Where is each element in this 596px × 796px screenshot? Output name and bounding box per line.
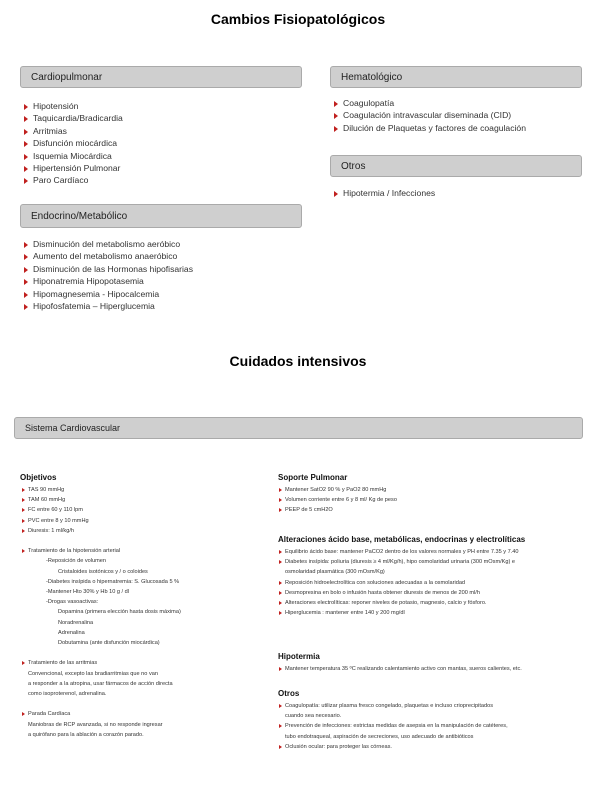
list-item: a responder a la atropina, usar fármacos de acción directa xyxy=(28,680,173,687)
list-item: Tratamiento de las arritmias xyxy=(22,658,181,668)
alteraciones-title: Alteraciones ácido base, metabólicas, endocrinas y electrolíticas xyxy=(278,535,526,544)
list-item: Hiponatremia Hipopotasemia xyxy=(24,275,193,287)
page-title: Cambios Fisiopatológicos xyxy=(210,11,386,27)
list-item: PVC entre 8 y 10 mmHg xyxy=(22,516,181,526)
list-item xyxy=(22,699,181,709)
list-item: -Mantener Hto 30% y Hb 10 g / dl xyxy=(46,589,130,596)
list-item: Equilibrio ácido base: mantener PaCO2 dentro de los valores normales y PH entre 7.35 y 7.40 xyxy=(279,547,519,557)
list-item: Coagulación intravascular diseminada (CID) xyxy=(334,109,526,121)
soporte-title: Soporte Pulmonar xyxy=(278,473,348,482)
soporte-list xyxy=(279,485,397,516)
hematologico-list xyxy=(334,97,526,134)
objetivos-list xyxy=(22,485,181,740)
list-item: Disminución del metabolismo aeróbico xyxy=(24,238,193,250)
list-item: cuando sea necesario. xyxy=(285,713,342,720)
list-item: Coagulopatía: utilizar plasma fresco congelado, plaquetas e incluso crioprecipitados xyxy=(279,701,508,711)
list-item: Disminución de las Hormonas hipofisarias xyxy=(24,263,193,275)
hipotermia-list xyxy=(279,664,522,674)
list-item: TAM 60 mmHg xyxy=(22,495,181,505)
list-item: PEEP de 5 cmH2O xyxy=(279,505,397,515)
cardiopulmonar-header: Cardiopulmonar xyxy=(20,66,302,88)
list-item: Oclusión ocular: para proteger las córneas. xyxy=(279,742,508,752)
otros2-list xyxy=(279,701,508,752)
list-item: TAS 90 mmHg xyxy=(22,485,181,495)
list-item: Hipotermia / Infecciones xyxy=(334,187,435,199)
list-item: Alteraciones electrolíticas: reponer niveles de potasio, magnesio, calcio y fósforo. xyxy=(279,598,519,608)
otros2-title: Otros xyxy=(278,689,300,698)
list-item: Cristaloides isotónicos y / o coloides xyxy=(58,568,148,575)
list-item: Parada Cardíaca xyxy=(22,709,181,719)
otros-header: Otros xyxy=(330,155,582,177)
hipotermia-title: Hipotermia xyxy=(278,652,320,661)
list-item: Mantener temperatura 35 ºC realizando calentamiento activo con mantas, sueros calientes, etc. xyxy=(279,664,522,674)
list-item: tubo endotraqueal, aspiración de secreciones, uso adecuado de antibióticos xyxy=(285,733,474,740)
list-item: Hipotensión xyxy=(24,100,123,112)
section-title: Cuidados intensivos xyxy=(229,353,367,369)
list-item: Hipomagnesemia - Hipocalcemia xyxy=(24,288,193,300)
list-item: Desmopresina en bolo o infusión hasta obtener diuresis de menos de 200 ml/h xyxy=(279,588,519,598)
list-item: FC entre 60 y 110 lpm xyxy=(22,505,181,515)
list-item xyxy=(22,648,181,658)
cardiopulmonar-list xyxy=(24,100,123,187)
list-item: Dobutamina (ante disfunción miocárdica) xyxy=(58,640,160,647)
list-item: Mantener SatO2 90 % y PaO2 80 mmHg xyxy=(279,485,397,495)
endocrino-list xyxy=(24,238,193,312)
list-item: -Diabetes insípida o hipernatremia: S. Glucosada 5 % xyxy=(46,578,180,585)
list-item: Coagulopatía xyxy=(334,97,526,109)
list-item: Arritmias xyxy=(24,125,123,137)
list-item: -Drogas vasoactivas: xyxy=(46,599,99,606)
list-item: Tratamiento de la hipotensión arterial xyxy=(22,546,181,556)
hematologico-header: Hematológico xyxy=(330,66,582,88)
list-item: Paro Cardíaco xyxy=(24,174,123,186)
list-item: Volumen corriente entre 6 y 8 ml/ Kg de peso xyxy=(279,495,397,505)
list-item: Prevención de infecciones: estrictas medidas de asepsia en la manipulación de catéteres, xyxy=(279,721,508,731)
list-item: Noradrenalina xyxy=(58,619,94,626)
objetivos-title: Objetivos xyxy=(20,473,57,482)
list-item: Disfunción miocárdica xyxy=(24,137,123,149)
list-item: Diuresis: 1 ml/kg/h xyxy=(22,526,181,536)
list-item: Maniobras de RCP avanzada, si no responde ingresar xyxy=(28,721,163,728)
list-item: como isoproterenol, adrenalina. xyxy=(28,691,107,698)
list-item: Aumento del metabolismo anaeróbico xyxy=(24,250,193,262)
list-item: a quirófano para la ablación a corazón parado. xyxy=(28,731,144,738)
sistema-cardiovascular-header: Sistema Cardiovascular xyxy=(14,417,583,439)
otros-list xyxy=(334,187,435,199)
list-item: Hiperglucemia : mantener entre 140 y 200 mg/dl xyxy=(279,608,519,618)
list-item: osmolaridad plasmática (300 mOsm/Kg) xyxy=(285,569,385,576)
list-item: Adrenalina xyxy=(58,629,85,636)
list-item xyxy=(22,536,181,546)
list-item: Hipertensión Pulmonar xyxy=(24,162,123,174)
list-item: Taquicardia/Bradicardia xyxy=(24,112,123,124)
list-item: Dopamina (primera elección hasta dosis máxima) xyxy=(58,609,181,616)
alteraciones-list xyxy=(279,547,519,618)
list-item: Isquemia Miocárdica xyxy=(24,150,123,162)
list-item: -Reposición de volumen xyxy=(46,558,107,565)
list-item: Hipofosfatemia – Hiperglucemia xyxy=(24,300,193,312)
list-item: Dilución de Plaquetas y factores de coagulación xyxy=(334,122,526,134)
list-item: Reposición hidroelectrolítica con soluciones adecuadas a la osmolaridad xyxy=(279,578,519,588)
endocrino-header: Endocrino/Metabólico xyxy=(20,204,302,228)
list-item: Diabetes insípida: poliuria (diuresis ≥ 4 ml/Kg/h), hipo osmolaridad urinaria (300 mOsm/Kg) e xyxy=(279,557,519,567)
list-item: Convencional, excepto las bradiarritmias que no van xyxy=(28,670,158,677)
